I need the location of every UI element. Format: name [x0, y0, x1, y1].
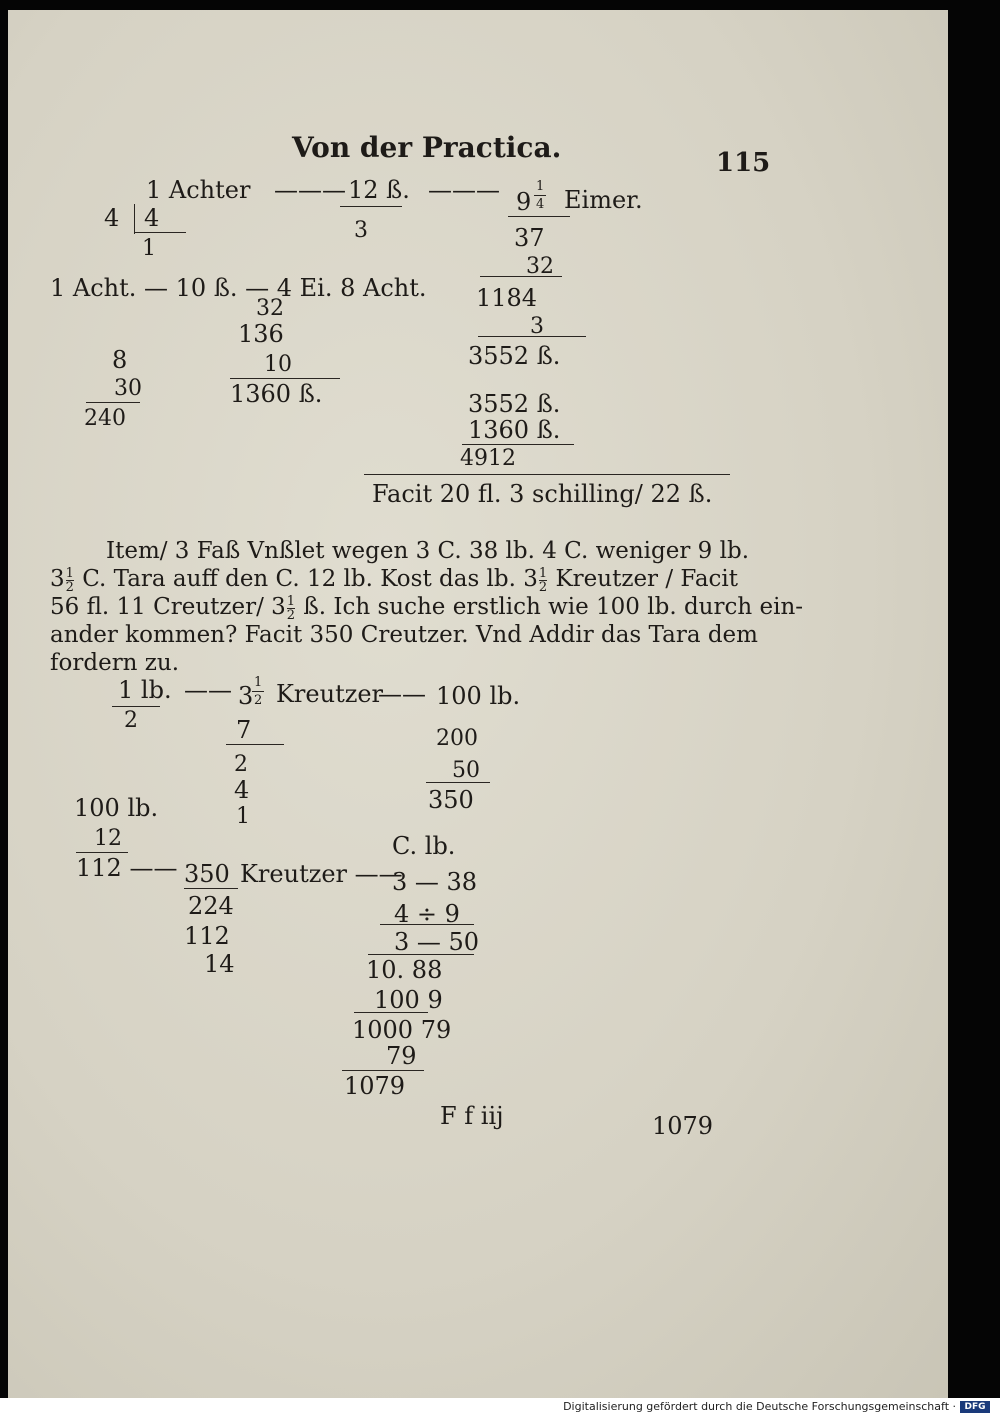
- calc4-mid-3: 14: [204, 950, 235, 978]
- calc2-sum-1: 3552 ß.: [468, 390, 561, 418]
- calc1-right-5: 3552 ß.: [468, 342, 561, 370]
- calc1-left-top: 4: [144, 204, 160, 232]
- para-line-2-mid: C. Tara auff den C. 12 lb. Kost das lb. 3: [82, 566, 538, 592]
- calc4-ct-8: 1079: [344, 1072, 406, 1100]
- calc2-sum-2: 1360 ß.: [468, 416, 561, 444]
- calc3-second-whole: 3: [238, 682, 254, 710]
- calc4-mid-1: 224: [188, 892, 234, 920]
- calc1-third-frac-bar: [534, 195, 546, 196]
- calc3-b-3: 4: [234, 776, 250, 804]
- calc4-ct-rule-3: [354, 1012, 428, 1013]
- calc3-b-rule: [226, 744, 284, 745]
- calc2-b-2: 136: [238, 320, 284, 348]
- page-number: 115: [716, 148, 771, 178]
- para-line-2-frac-b: $\frac{1}{2}$: [538, 565, 548, 595]
- calc4-left-rule: [76, 852, 128, 853]
- calc2-facit-rule: [364, 474, 730, 475]
- calc1-third-whole: 9: [516, 188, 532, 216]
- para-line-2-frac: $\frac{1}{2}$: [65, 565, 74, 595]
- calc3-first-den: 2: [124, 708, 138, 733]
- calc1-right-3: 1184: [476, 284, 538, 312]
- calc1-dash-1: ———: [274, 176, 346, 204]
- calc1-second-term: 12 ß.: [348, 176, 410, 204]
- calc3-c-1: 200: [436, 726, 478, 751]
- calc4-ct-rule-4: [342, 1070, 424, 1071]
- calc3-c-3: 350: [428, 786, 474, 814]
- calc3-dash-2: ——: [378, 680, 426, 708]
- footer-bar: [0, 1398, 1000, 1416]
- calc3-second-unit: Kreutzer: [276, 680, 384, 708]
- para-line-4: ander kommen? Facit 350 Creutzer. Vnd Addir das Tara dem: [50, 622, 758, 648]
- calc3-dash-1: ——: [184, 676, 232, 704]
- calc3-first: 1 lb.: [118, 676, 172, 704]
- calc3-second-frac-den: 2: [254, 693, 263, 708]
- catchword: 1079: [652, 1112, 714, 1140]
- calc2-sum-total: 4912: [460, 446, 516, 471]
- para-line-2: [50, 566, 738, 594]
- calc1-first-term: 1 Achter: [146, 176, 251, 204]
- calc3-b-1: 7: [236, 716, 252, 744]
- calc4-left-2: 12: [94, 826, 122, 851]
- calc1-rule-mid: [340, 206, 402, 207]
- calc3-second-frac-bar: [252, 691, 264, 692]
- calc2-a-3: 240: [84, 406, 126, 431]
- calc1-right-2: 32: [526, 254, 554, 279]
- calc3-third: 100 lb.: [436, 682, 521, 710]
- running-header: Von der Practica.: [292, 131, 562, 164]
- calc4-ct-1: 3 — 38: [392, 868, 478, 896]
- calc1-right-4: 3: [530, 314, 544, 339]
- calc1-left-rule: [134, 232, 186, 233]
- calc3-first-rule: [112, 706, 160, 707]
- calc1-right-rule-1: [480, 276, 562, 277]
- calc1-mid-bottom: 3: [354, 218, 368, 243]
- calc2-a-rule: [86, 402, 140, 403]
- calc4-ct-2: 4 ÷ 9: [394, 900, 460, 928]
- calc4-mid-unit: Kreutzer ——: [240, 860, 403, 888]
- calc4-ct-7: 79: [386, 1042, 417, 1070]
- calc4-ct-5: 100 9: [374, 986, 443, 1014]
- calc2-b-rule: [230, 378, 340, 379]
- calc2-b-1: 32: [256, 296, 284, 321]
- calc4-left-1: 100 lb.: [74, 794, 159, 822]
- calc1-left-bottom: 1: [142, 236, 156, 261]
- calc1-third-unit: Eimer.: [564, 186, 643, 214]
- calc3-b-4: 1: [236, 804, 250, 829]
- calc4-mid-2: 112: [184, 922, 230, 950]
- signature-mark: F f iij: [440, 1102, 504, 1130]
- para-line-3-frac: $\frac{1}{2}$: [286, 593, 296, 623]
- calc1-dash-2: ———: [428, 176, 500, 204]
- calc2-line: 1 Acht. — 10 ß. — 4 Ei. 8 Acht.: [50, 274, 427, 302]
- para-line-3-post: ß. Ich suche erstlich wie 100 lb. durch ein-: [303, 594, 804, 620]
- calc3-c-2: 50: [452, 758, 480, 783]
- calc1-rule-right: [508, 216, 570, 217]
- calc4-ct-3: 3 — 50: [394, 928, 480, 956]
- calc2-facit: Facit 20 fl. 3 schilling/ 22 ß.: [372, 480, 713, 508]
- calc2-b-4: 1360 ß.: [230, 380, 323, 408]
- calc3-c-rule: [426, 782, 490, 783]
- footer-credit: Digitalisierung gefördert durch die Deutsche Forschungsgemeinschaft ·: [563, 1400, 956, 1413]
- calc4-row: 112 ——: [76, 854, 178, 882]
- para-line-2-pre: 3: [50, 566, 65, 592]
- para-line-3: [50, 594, 803, 622]
- para-line-5: fordern zu.: [50, 650, 180, 676]
- calc3-second-frac-num: 1: [254, 675, 263, 690]
- calc4-mid-rule: [184, 888, 238, 889]
- para-line-1: Item/ 3 Faß Vnßlet wegen 3 C. 38 lb. 4 C. weniger 9 lb.: [106, 538, 750, 564]
- calc3-b-2: 2: [234, 752, 248, 777]
- para-line-3-pre: 56 fl. 11 Creutzer/ 3: [50, 594, 286, 620]
- calc1-divisor: 4: [104, 204, 120, 232]
- calc4-ct-4: 10. 88: [366, 956, 443, 984]
- calc1-right-rule-2: [478, 336, 586, 337]
- calc4-ct-rule-1: [380, 924, 474, 925]
- para-line-2-end: Kreutzer / Facit: [555, 566, 739, 592]
- calc1-divisor-bar: [134, 204, 135, 234]
- calc1-third-frac-den: 4: [536, 197, 545, 212]
- calc1-right-1: 37: [514, 224, 545, 252]
- book-page: [8, 10, 948, 1398]
- calc4-ct-6: 1000 79: [352, 1016, 452, 1044]
- calc1-third-frac-num: 1: [536, 179, 545, 194]
- dfg-logo: DFG: [960, 1401, 990, 1413]
- calc4-ct-header: C. lb.: [392, 832, 456, 860]
- calc4-ct-rule-2: [368, 954, 474, 955]
- calc2-b-3: 10: [264, 352, 292, 377]
- calc2-a-2: 30: [114, 376, 142, 401]
- calc4-mid-top: 350: [184, 860, 230, 888]
- calc2-sum-rule: [462, 444, 574, 445]
- calc2-a-1: 8: [112, 346, 128, 374]
